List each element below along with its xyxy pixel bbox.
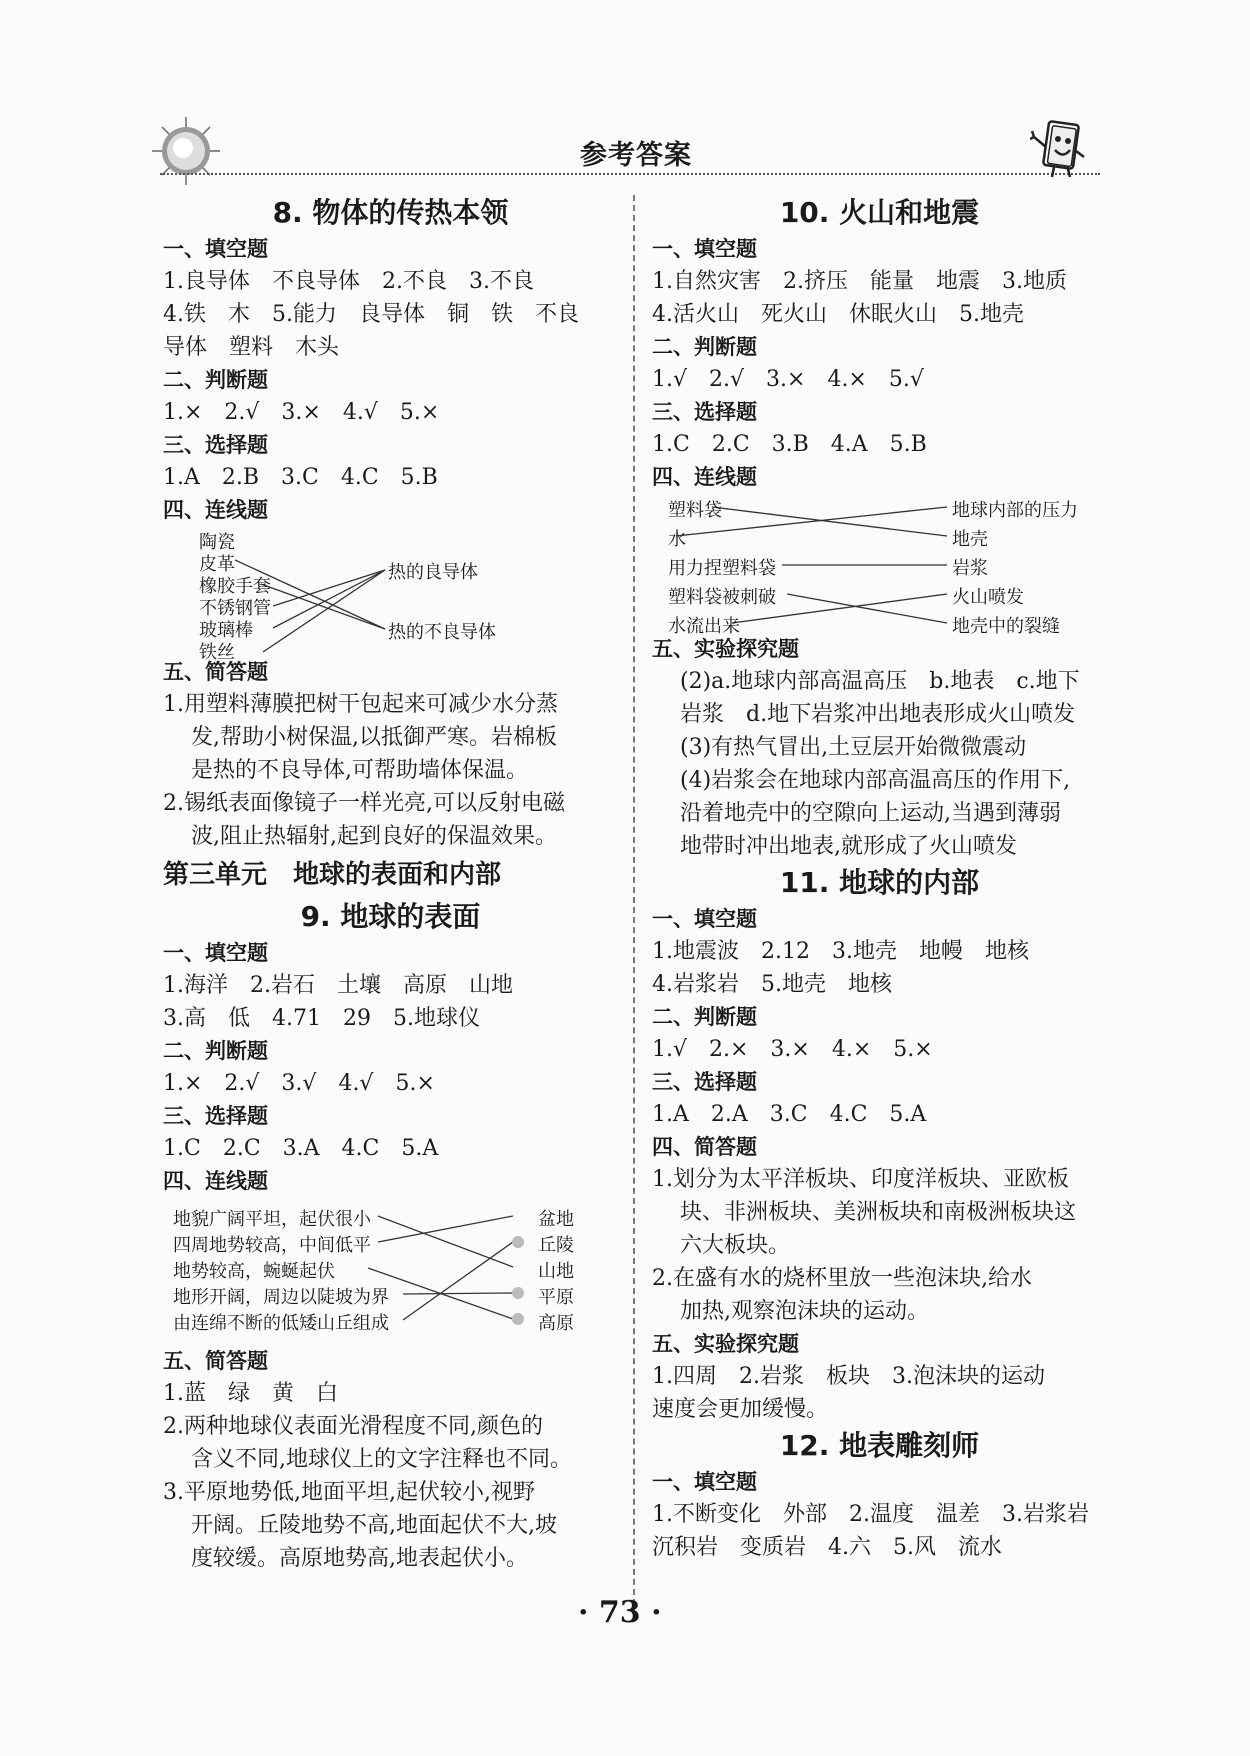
match-right-item: 平原 (538, 1287, 574, 1308)
answer-line: 导体 塑料 木头 (163, 335, 340, 360)
question-heading: 三、选择题 (652, 1070, 757, 1094)
question-heading: 二、判断题 (652, 335, 757, 359)
answer-line: 发,帮助小树保温,以抵御严寒。岩棉板 (191, 725, 557, 750)
match-left-item: 皮革 (199, 554, 235, 575)
match-left-item: 用力捏塑料袋 (668, 558, 776, 579)
sun-icon (150, 115, 222, 187)
book-mascot-icon (1030, 117, 1088, 179)
answer-line: 1.良导体 不良导体 2.不良 3.不良 (163, 269, 534, 294)
answer-line: 1.√ 2.√ 3.× 4.× 5.√ (652, 367, 924, 392)
question-heading: 四、连线题 (163, 1169, 268, 1193)
answer-line: 1.不断变化 外部 2.温度 温差 3.岩浆岩 (652, 1502, 1089, 1527)
match-right-item: 热的不良导体 (388, 622, 496, 643)
question-heading: 五、简答题 (163, 660, 268, 684)
question-heading: 四、连线题 (163, 498, 268, 522)
answer-line: (4)岩浆会在地球内部高温高压的作用下, (680, 768, 1071, 793)
question-heading: 四、简答题 (652, 1135, 757, 1159)
question-heading: 三、选择题 (652, 400, 757, 424)
header-rule (160, 173, 1100, 175)
match-left-item: 塑料袋 (668, 500, 722, 521)
answer-line: 3.平原地势低,地面平坦,起伏较小,视野 (163, 1480, 535, 1505)
answer-line: 4.活火山 死火山 休眠火山 5.地壳 (652, 302, 1024, 327)
match-left-item: 陶瓷 (199, 532, 235, 553)
answer-line: 沉积岩 变质岩 4.六 5.风 流水 (652, 1535, 1002, 1560)
column-divider (633, 195, 635, 1615)
answer-line: 1.A 2.A 3.C 4.C 5.A (652, 1102, 927, 1127)
answer-line: 沿着地壳中的空隙向上运动,当遇到薄弱 (680, 801, 1061, 826)
question-heading: 二、判断题 (652, 1005, 757, 1029)
answer-line: 1.C 2.C 3.A 4.C 5.A (163, 1136, 439, 1161)
question-heading: 二、判断题 (163, 1039, 268, 1063)
answer-line: 1.× 2.√ 3.× 4.√ 5.× (163, 400, 440, 425)
section-title: 11. 地球的内部 (779, 866, 980, 899)
match-left-item: 玻璃棒 (199, 620, 253, 641)
answer-line: 度较缓。高原地势高,地表起伏小。 (191, 1546, 528, 1571)
match-right-item: 火山喷发 (952, 587, 1024, 608)
match-right-item: 地壳中的裂缝 (952, 616, 1060, 637)
answer-line: 速度会更加缓慢。 (652, 1397, 829, 1422)
answer-line: 2.锡纸表面像镜子一样光亮,可以反射电磁 (163, 791, 565, 816)
question-heading: 五、实验探究题 (652, 1332, 799, 1356)
answer-line: (2)a.地球内部高温高压 b.地表 c.地下 (680, 669, 1080, 694)
match-left-item: 地貌广阔平坦，起伏很小 (173, 1209, 371, 1230)
section-title: 12. 地表雕刻师 (779, 1429, 980, 1462)
answer-line: 是热的不良导体,可帮助墙体保温。 (191, 758, 528, 783)
answer-line: 块、非洲板块、美洲板块和南极洲板块这 (680, 1200, 1077, 1225)
answer-line: 地带时冲出地表,就形成了火山喷发 (680, 834, 1017, 859)
page-header (160, 125, 1100, 185)
unit-title: 第三单元 地球的表面和内部 (163, 860, 502, 890)
answer-line: 含义不同,地球仪上的文字注释也不同。 (191, 1447, 572, 1472)
answer-line: 1.√ 2.× 3.× 4.× 5.× (652, 1037, 933, 1062)
question-heading: 三、选择题 (163, 1104, 268, 1128)
match-right-item: 盆地 (538, 1209, 574, 1230)
match-left-item: 由连绵不断的低矮山丘组成 (173, 1313, 389, 1334)
question-heading: 四、连线题 (652, 465, 757, 489)
answer-line: 1.四周 2.岩浆 板块 3.泡沫块的运动 (652, 1364, 1045, 1389)
match-left-item: 塑料袋被刺破 (668, 587, 776, 608)
page-title: 参考答案 (580, 140, 692, 171)
match-right-item: 地壳 (952, 529, 988, 550)
answer-line: 2.两种地球仪表面光滑程度不同,颜色的 (163, 1414, 543, 1439)
answer-line: 1.蓝 绿 黄 白 (163, 1381, 338, 1406)
question-heading: 三、选择题 (163, 433, 268, 457)
match-left-item: 不锈钢管 (199, 598, 271, 619)
match-left-item: 水 (668, 529, 686, 550)
match-left-item: 地形开阔，周边以陡坡为界 (173, 1287, 389, 1308)
match-left-item: 四周地势较高，中间低平 (173, 1235, 371, 1256)
section-title: 10. 火山和地震 (779, 196, 980, 229)
answer-line: 1.自然灾害 2.挤压 能量 地震 3.地质 (652, 269, 1067, 294)
match-right-item: 山地 (538, 1261, 574, 1282)
match-left-item: 橡胶手套 (199, 576, 271, 597)
answer-line: 波,阻止热辐射,起到良好的保温效果。 (191, 824, 557, 849)
match-right-item: 高原 (538, 1313, 574, 1334)
answer-line: 六大板块。 (680, 1233, 791, 1258)
answer-line: 加热,观察泡沫块的运动。 (680, 1299, 929, 1324)
answer-line: 1.× 2.√ 3.√ 4.√ 5.× (163, 1071, 435, 1096)
match-left-item: 水流出来 (668, 616, 740, 637)
answer-line: 1.海洋 2.岩石 土壤 高原 山地 (163, 973, 513, 998)
answer-line: 1.地震波 2.12 3.地壳 地幔 地核 (652, 939, 1029, 964)
match-right-item: 丘陵 (538, 1235, 574, 1256)
match-right-item: 地球内部的压力 (952, 500, 1078, 521)
question-heading: 一、填空题 (163, 237, 268, 261)
match-right-item: 岩浆 (952, 558, 988, 579)
question-heading: 一、填空题 (652, 237, 757, 261)
question-heading: 一、填空题 (163, 941, 268, 965)
answer-line: (3)有热气冒出,土豆层开始微微震动 (680, 735, 1027, 760)
question-heading: 一、填空题 (652, 1470, 757, 1494)
answer-line: 3.高 低 4.71 29 5.地球仪 (163, 1006, 480, 1031)
match-right-item: 热的良导体 (388, 562, 478, 583)
question-heading: 一、填空题 (652, 907, 757, 931)
answer-line: 开阔。丘陵地势不高,地面起伏不大,坡 (191, 1513, 557, 1538)
answer-line: 岩浆 d.地下岩浆冲出地表形成火山喷发 (680, 702, 1076, 727)
match-left-item: 地势较高，蜿蜒起伏 (173, 1261, 335, 1282)
answer-line: 1.A 2.B 3.C 4.C 5.B (163, 465, 438, 490)
section-title: 8. 物体的传热本领 (272, 196, 509, 229)
answer-line: 4.岩浆岩 5.地壳 地核 (652, 972, 892, 997)
section-title: 9. 地球的表面 (300, 900, 481, 933)
matching-diagram (163, 1197, 618, 1345)
question-heading: 五、实验探究题 (652, 637, 799, 661)
match-left-item: 铁丝 (199, 642, 235, 663)
matching-diagram (652, 493, 1107, 637)
question-heading: 五、简答题 (163, 1349, 268, 1373)
page-number: · 73 · (578, 1595, 662, 1630)
answer-line: 2.在盛有水的烧杯里放一些泡沫块,给水 (652, 1266, 1032, 1291)
matching-diagram (163, 526, 618, 663)
right-column (652, 193, 1107, 1564)
answer-line: 4.铁 木 5.能力 良导体 铜 铁 不良 (163, 302, 579, 327)
answer-line: 1.划分为太平洋板块、印度洋板块、亚欧板 (652, 1167, 1069, 1192)
question-heading: 二、判断题 (163, 368, 268, 392)
answer-line: 1.C 2.C 3.B 4.A 5.B (652, 432, 927, 457)
left-column (163, 193, 618, 1575)
answer-line: 1.用塑料薄膜把树干包起来可减少水分蒸 (163, 692, 558, 717)
